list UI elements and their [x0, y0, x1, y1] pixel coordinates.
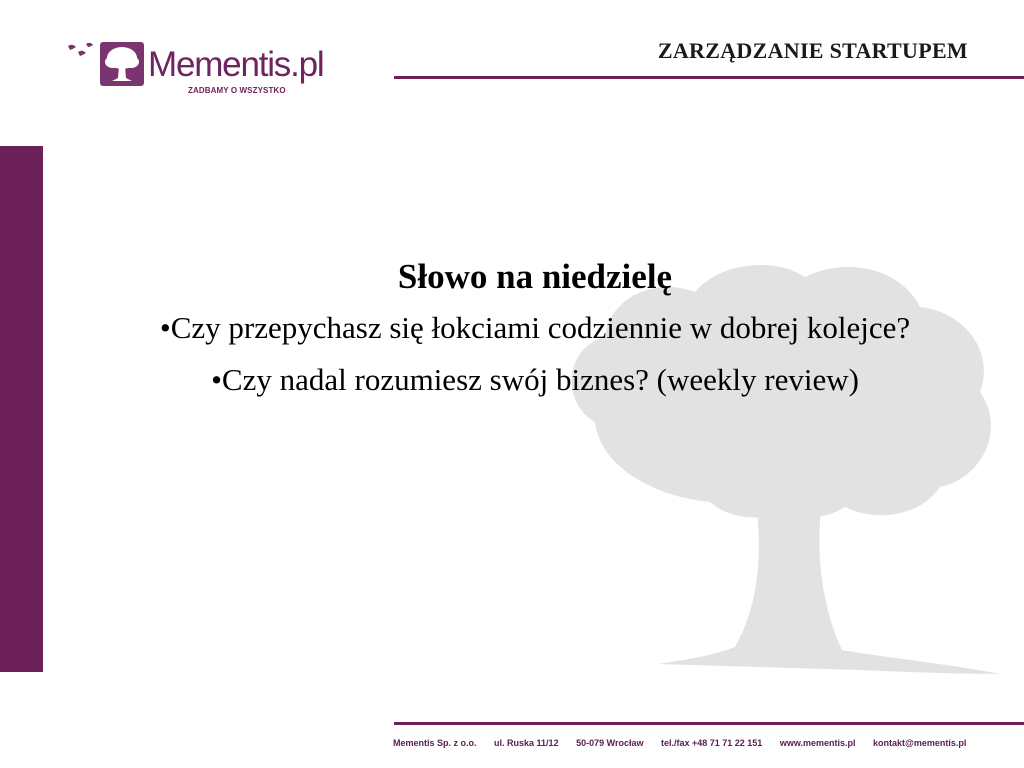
- logo-tagline: ZADBAMY O WSZYSTKO: [188, 86, 286, 95]
- mementis-logo: [66, 38, 336, 100]
- header-title: ZARZĄDZANIE STARTUPEM: [657, 38, 968, 63]
- logo-wordmark: Mementis.pl: [148, 45, 324, 84]
- bullet-item: •Czy przepychasz się łokciami codziennie w dobrej kolejce?: [159, 310, 911, 345]
- footer-website: www.mementis.pl: [779, 738, 856, 748]
- header-divider: [394, 76, 1024, 79]
- footer-phone: tel./fax +48 71 71 22 151: [660, 738, 763, 748]
- footer-street: ul. Ruska 11/12: [494, 738, 559, 748]
- bullet-item: •Czy nadal rozumiesz swój biznes? (weekly review): [211, 362, 859, 397]
- slide-heading: Słowo na niedzielę: [397, 257, 673, 296]
- tree-logo-icon: [66, 38, 146, 90]
- footer-divider: [394, 722, 1024, 725]
- footer-city: 50-079 Wrocław: [576, 738, 644, 748]
- footer-contact: [393, 738, 966, 748]
- footer-company: Mementis Sp. z o.o.: [393, 738, 477, 748]
- side-accent-bar: [0, 146, 43, 672]
- footer-email: kontakt@mementis.pl: [873, 738, 967, 748]
- slide-content: [140, 255, 930, 413]
